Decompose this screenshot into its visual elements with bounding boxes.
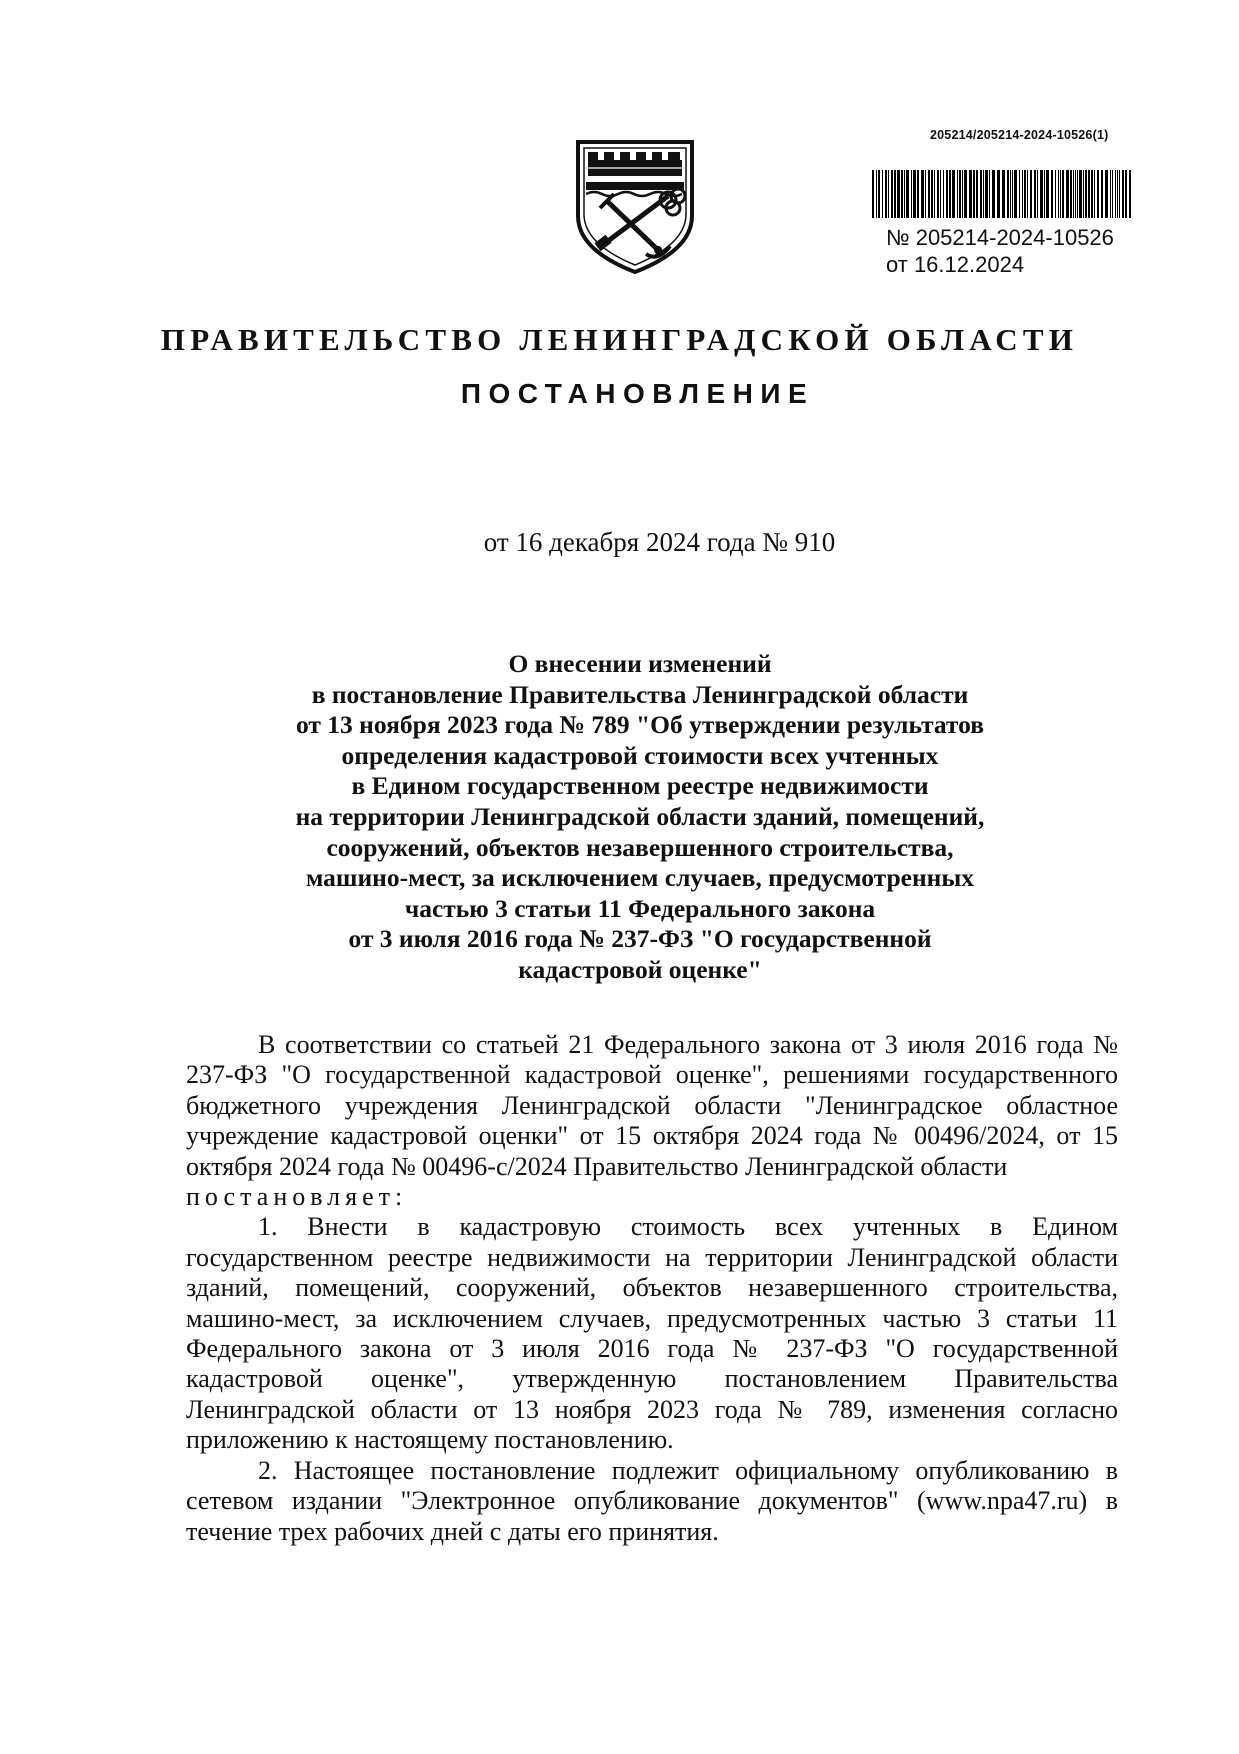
barcode-bar [1027, 170, 1028, 218]
stamp-code: 205214/205214-2024-10526(1) [930, 128, 1109, 142]
registration-number: № 205214-2024-10526 [886, 225, 1114, 250]
barcode-bar [983, 170, 984, 218]
barcode-bar [1040, 170, 1043, 218]
barcode-bar [1070, 170, 1072, 218]
barcode-bar [1034, 170, 1036, 218]
barcode-bar [1083, 170, 1084, 218]
subject-line: на территории Ленинградской области зданий, помещений, [295, 801, 985, 831]
barcode-bar [949, 170, 951, 218]
barcode-bar [952, 170, 955, 218]
subject-line: кадастровой оценке" [518, 954, 762, 984]
subject-line: О внесении изменений [508, 649, 772, 678]
barcode-bar [964, 170, 967, 218]
barcode-bar [943, 170, 944, 218]
decree-date-number: от 16 декабря 2024 года № 910 [483, 527, 836, 557]
decree-word: постановляет: [186, 1182, 408, 1212]
barcode-bar [1022, 170, 1023, 218]
barcode-bar [1117, 170, 1118, 218]
barcode-bar [1044, 170, 1045, 218]
barcode-bar [1060, 170, 1061, 218]
barcode-bar [931, 170, 933, 218]
barcode-bar [901, 170, 903, 218]
subject-line: от 13 ноября 2023 года № 789 "Об утверждении результатов [295, 710, 984, 740]
barcode-bar [957, 170, 958, 218]
barcode-bar [1058, 170, 1059, 218]
barcode-bar [911, 170, 912, 218]
barcode-bar [997, 170, 1000, 218]
barcode-bar [1066, 170, 1069, 218]
barcode-bar [1046, 170, 1049, 218]
barcode-bar [1073, 170, 1074, 218]
decree-body [186, 1030, 1118, 1547]
barcode-bar [1088, 170, 1090, 218]
barcode-bar [872, 170, 874, 218]
barcode-bar [1101, 170, 1103, 218]
barcode-bar [969, 170, 972, 218]
barcode-bar [894, 170, 896, 218]
barcode-bar [882, 170, 883, 218]
barcode-bar [992, 170, 995, 218]
subject-line: определения кадастровой стоимости всех учтенных [341, 740, 939, 770]
barcode-bar [1112, 170, 1113, 218]
barcode-bar [1055, 170, 1056, 218]
barcode-bar [946, 170, 948, 218]
subject-line: в постановление Правительства Ленинградской области [311, 679, 969, 709]
barcode-bar [1119, 170, 1120, 218]
barcode-bar [1037, 170, 1038, 218]
barcode-bar [1115, 170, 1116, 218]
barcode-bar [1129, 170, 1131, 218]
subject-line: частью 3 статьи 11 Федерального закона [404, 893, 876, 923]
barcode-bar [1014, 170, 1017, 218]
barcode-bar [897, 170, 900, 218]
barcode-bar [1110, 170, 1111, 218]
barcode-bar [878, 170, 880, 218]
barcode-bar [959, 170, 961, 218]
barcode-bar [1125, 170, 1127, 218]
barcode-bar [928, 170, 930, 218]
barcode-bar [925, 170, 926, 218]
barcode-bar [906, 170, 909, 218]
government-title: ПРАВИТЕЛЬСТВО ЛЕНИНГРАДСКОЙ ОБЛАСТИ [160, 322, 1079, 357]
document-type: ПОСТАНОВЛЕНИЕ [460, 378, 815, 409]
barcode-bar [1019, 170, 1020, 218]
barcode-bar [1010, 170, 1011, 218]
barcode-bar [1024, 170, 1026, 218]
barcode-bar [1007, 170, 1009, 218]
barcode-bar [1094, 170, 1095, 218]
barcode-bar [888, 170, 889, 218]
barcode-bar [937, 170, 939, 218]
barcode-bar [921, 170, 924, 218]
barcode-bar [1097, 170, 1099, 218]
barcode-bar [980, 170, 982, 218]
barcode-bar [989, 170, 990, 218]
registration-date: от 16.12.2024 [886, 252, 1025, 277]
barcode-bar [973, 170, 975, 218]
barcode-bar [934, 170, 935, 218]
subject-line: сооружений, объектов незавершенного строительства, [326, 832, 954, 862]
barcode [872, 170, 1134, 218]
barcode-bar [1091, 170, 1093, 218]
coat-of-arms-icon [572, 138, 698, 274]
subject-line: от 3 июля 2016 года № 237-ФЗ "О государственной [348, 924, 932, 954]
barcode-bar [1079, 170, 1082, 218]
barcode-bar [1105, 170, 1108, 218]
barcode-bar [1085, 170, 1087, 218]
barcode-bar [1122, 170, 1124, 218]
barcode-bar [1077, 170, 1078, 218]
subject-line: в Едином государственном реестре недвижимости [351, 771, 929, 801]
barcode-bar [1030, 170, 1032, 218]
barcode-bar [940, 170, 941, 218]
barcode-bar [962, 170, 963, 218]
barcode-bar [891, 170, 893, 218]
barcode-bar [1051, 170, 1053, 218]
barcode-bar [913, 170, 916, 218]
barcode-bar [876, 170, 877, 218]
item-1-paragraph: 1. Внести в кадастровую стоимость всех учтенных в Едином государственном реестре недвижимости на территории Ленинградской области зданий, помещений, сооружений, объектов незавершенного строительства, машино-мест, за исключением случаев, предусмотренных частью 3 статьи 11 Федерального закона от 3 июля 2016 года № 237-ФЗ "О государственной кадастровой оценке", утвержденную постановлением Правительства Ленинградской области от 13 ноября 2023 года № 789, изменения согласно приложению к настоящему постановлению. [186, 1212, 1118, 1455]
barcode-bar [976, 170, 978, 218]
decree-subject [230, 649, 1050, 986]
preamble-paragraph: В соответствии со статьей 21 Федерального закона от 3 июля 2016 года № 237-ФЗ "О государственной кадастровой оценке", решениями государственного бюджетного учреждения Ленинградской области "Ленинградское областное учреждение кадастровой оценки" от 15 октября 2024 года № 00496/2024, от 15 октября 2024 года № 00496-с/2024 Правительство Ленинградской области [186, 1030, 1118, 1181]
barcode-bar [1002, 170, 1005, 218]
barcode-bar [904, 170, 905, 218]
item-2-paragraph: 2. Настоящее постановление подлежит официальному опубликованию в сетевом издании "Электронное опубликование документов" (www.npa47.ru) в течение трех рабочих дней с даты его принятия. [186, 1455, 1118, 1546]
barcode-bar [1075, 170, 1076, 218]
subject-line: машино-мест, за исключением случаев, предусмотренных [305, 863, 975, 893]
barcode-bar [1012, 170, 1013, 218]
barcode-bar [917, 170, 919, 218]
barcode-bar [885, 170, 887, 218]
barcode-bar [1062, 170, 1064, 218]
barcode-bar [985, 170, 988, 218]
